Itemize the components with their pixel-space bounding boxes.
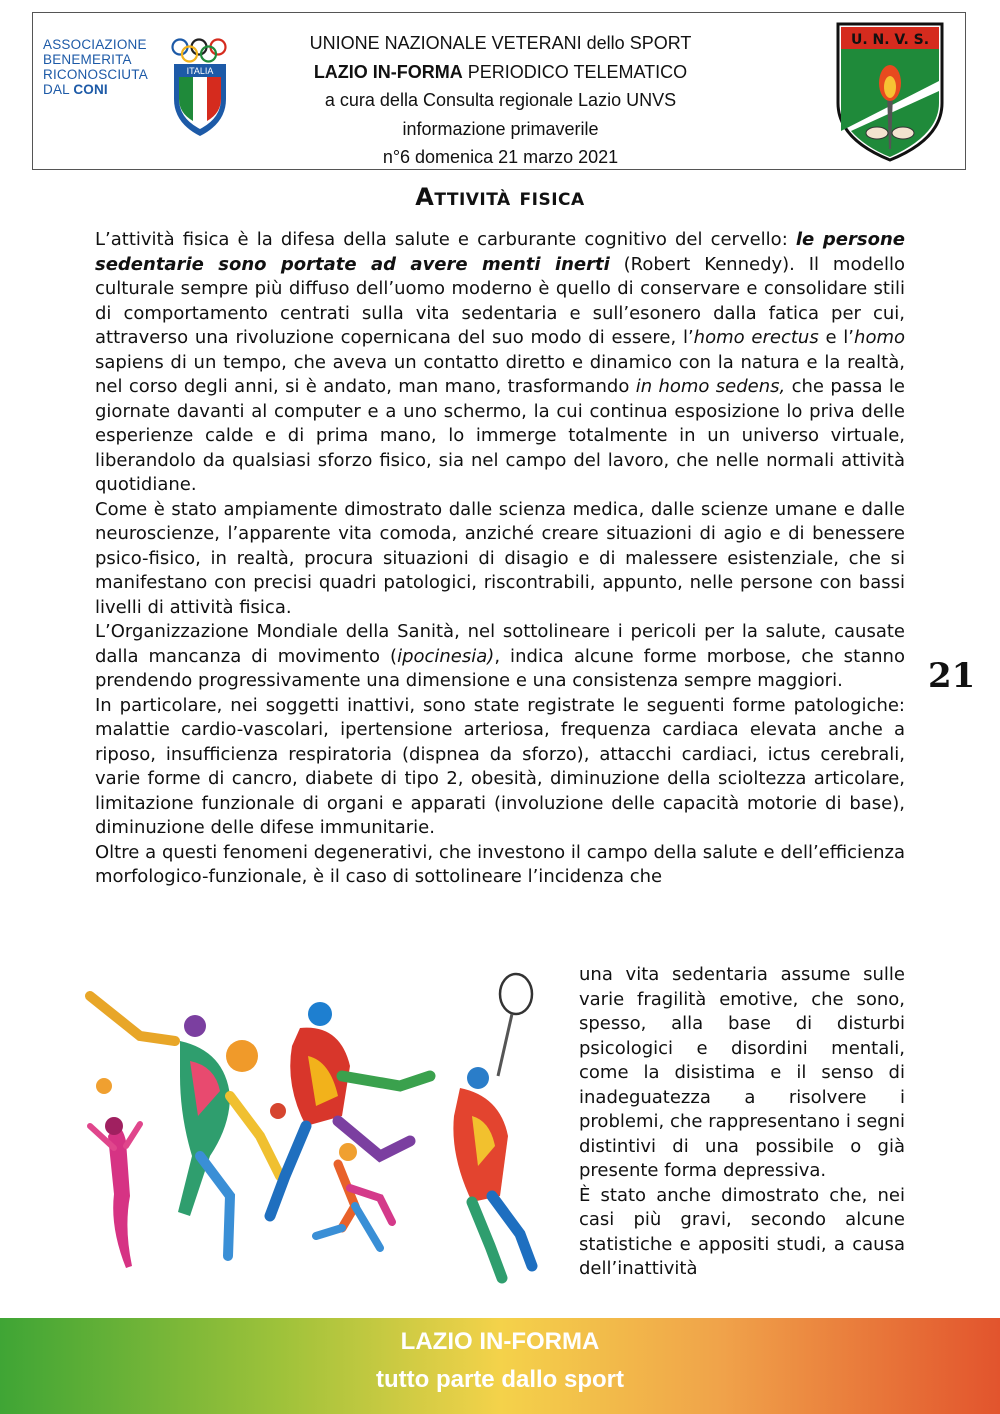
p3-seg-3: , indica alcune forme morbose, che stanno prendendo progressivamente una dimensione e una consistenza sempre maggiori. bbox=[95, 645, 905, 691]
coni-line-2: BENEMERITA bbox=[43, 52, 132, 67]
paragraph-3 bbox=[95, 620, 905, 694]
p1-seg-1: L’attività fisica è la difesa della salute e carburante cognitivo del cervello: bbox=[95, 229, 796, 250]
p1-seg-7: sapiens di un tempo, che aveva un contatto diretto e dinamico con la natura e la realtà, nel corso degli anni, si è andato, man mano, trasformando bbox=[95, 351, 905, 397]
p1-seg-9: che passa le giornate davanti al computer e a uno schermo, la cui continua esposizione lo priva delle esperienze calde e di prima mano, lo immerge totalmente in un universo virtuale, liberandolo da qualsiasi sforzo fisico, sia nel campo del lavoro, che nelle normali attività quotidiane. bbox=[95, 376, 905, 495]
p1-homo-sedens: in homo sedens, bbox=[635, 376, 786, 397]
article-body-column bbox=[579, 963, 905, 1282]
unvs-label: U. N. V. S. bbox=[850, 32, 930, 48]
masthead-issue-date: n°6 domenica 21 marzo 2021 bbox=[382, 147, 619, 167]
paragraph-5: Oltre a questi fenomeni degenerativi, che investono il campo della salute e dell’efficienza morfologico-funzionale, è il caso di sottolineare l’incidenza che bbox=[95, 841, 905, 887]
side-paragraph-2: È stato anche dimostrato che, nei casi più gravi, secondo alcune statistiche e appositi studi, a causa dell’inattività bbox=[579, 1184, 905, 1279]
masthead-editor: a cura della Consulta regionale Lazio UNVS bbox=[324, 90, 677, 110]
article-title: Attività fisica bbox=[415, 183, 585, 211]
paragraph-2: Come è stato ampiamente dimostrato dalle scienza medica, dalle scienze umane e dalle neuroscienze, l’apparente vita comoda, anziché creare situazioni di agio e di benessere psico-fisico, in realtà, procura situazioni di disagio e di malessere esistenziale, che si manifestano con precisi quadri patologici, riscontrabili, appunto, nelle persone con bassi livelli di attività fisica. bbox=[95, 498, 905, 618]
article-body bbox=[95, 228, 905, 890]
p1-seg-5: e l’ bbox=[818, 327, 855, 348]
footer-tagline: tutto parte dallo sport bbox=[376, 1366, 624, 1393]
sports-athletes-illustration bbox=[80, 966, 550, 1286]
italia-label: ITALIA bbox=[186, 66, 214, 76]
p1-homo-erectus: homo erectus bbox=[693, 327, 819, 348]
masthead-title: LAZIO IN-FORMA bbox=[313, 61, 463, 82]
coni-line-1: ASSOCIAZIONE bbox=[43, 37, 147, 52]
p1-seg-3: (Robert Kennedy). Il modello culturale sempre più diffuso dell’uomo moderno è quello di conservare e consolidare stili di comportamento centrati sulla vita sedentaria e sull’esonero dalla fatica per cui, attraverso una rivoluzione copernicana del suo modo di essere, l’ bbox=[95, 253, 905, 348]
p3-seg-1: L’Organizzazione Mondiale della Sanità, nel sottolineare i pericoli per la salute, causate dalla mancanza di movimento ( bbox=[95, 621, 905, 667]
coni-word: CONI bbox=[73, 82, 108, 97]
masthead-periodical bbox=[263, 58, 738, 87]
masthead-edition-note: informazione primaverile bbox=[402, 118, 599, 139]
coni-logo bbox=[43, 37, 233, 167]
volleyball-player-figure bbox=[90, 1078, 140, 1268]
paragraph-1 bbox=[95, 228, 905, 498]
page-number: 21 bbox=[928, 656, 976, 696]
masthead bbox=[32, 12, 966, 170]
basketball-player-figure bbox=[226, 1002, 430, 1216]
unvs-shield-logo bbox=[835, 21, 945, 163]
coni-dal: DAL bbox=[43, 82, 74, 97]
masthead-org: UNIONE NAZIONALE VETERANI dello SPORT bbox=[309, 33, 692, 53]
p3-ipocinesia: ipocinesia) bbox=[397, 645, 495, 667]
tennis-player-figure bbox=[453, 974, 532, 1278]
footer-banner bbox=[0, 1318, 1000, 1414]
coni-line-3: RICONOSCIUTA bbox=[43, 67, 148, 82]
side-paragraph-1: una vita sedentaria assume sulle varie fragilità emotive, che sono, spesso, alla base di disturbi psicologici e disordini mentali, come la disistima e il senso di inadeguatezza a risolvere i problemi, che rappresentano i segni distintivi di una possibile o già presente forma depressiva. bbox=[579, 964, 905, 1181]
paragraph-4: In particolare, nei soggetti inattivi, sono state registrate le seguenti forme patologiche: malattie cardio-vascolari, ipertensione arteriosa, frequenza cardiaca elevata anche a riposo, insufficienza respiratoria (dispnea da sforzo), attacchi cardiaci, ictus cerebrali, varie forme di cancro, diabete di tipo 2, obesità, diminuzione della scioltezza articolare, limitazione funzionale di organi e apparati (involuzione delle capacità motorie di base), diminuzione delle difese immunitarie. bbox=[95, 694, 905, 838]
coni-line-4 bbox=[43, 82, 173, 97]
masthead-subtitle: PERIODICO TELEMATICO bbox=[462, 61, 688, 82]
kennedy-quote: le persone sedentarie sono portate ad avere menti inerti bbox=[95, 229, 905, 275]
masthead-text bbox=[263, 29, 738, 172]
footer-title: LAZIO IN-FORMA bbox=[400, 1328, 600, 1355]
p1-homo: homo bbox=[854, 327, 906, 348]
olympic-italia-shield-icon bbox=[169, 37, 233, 137]
coni-logo-text bbox=[43, 37, 173, 97]
